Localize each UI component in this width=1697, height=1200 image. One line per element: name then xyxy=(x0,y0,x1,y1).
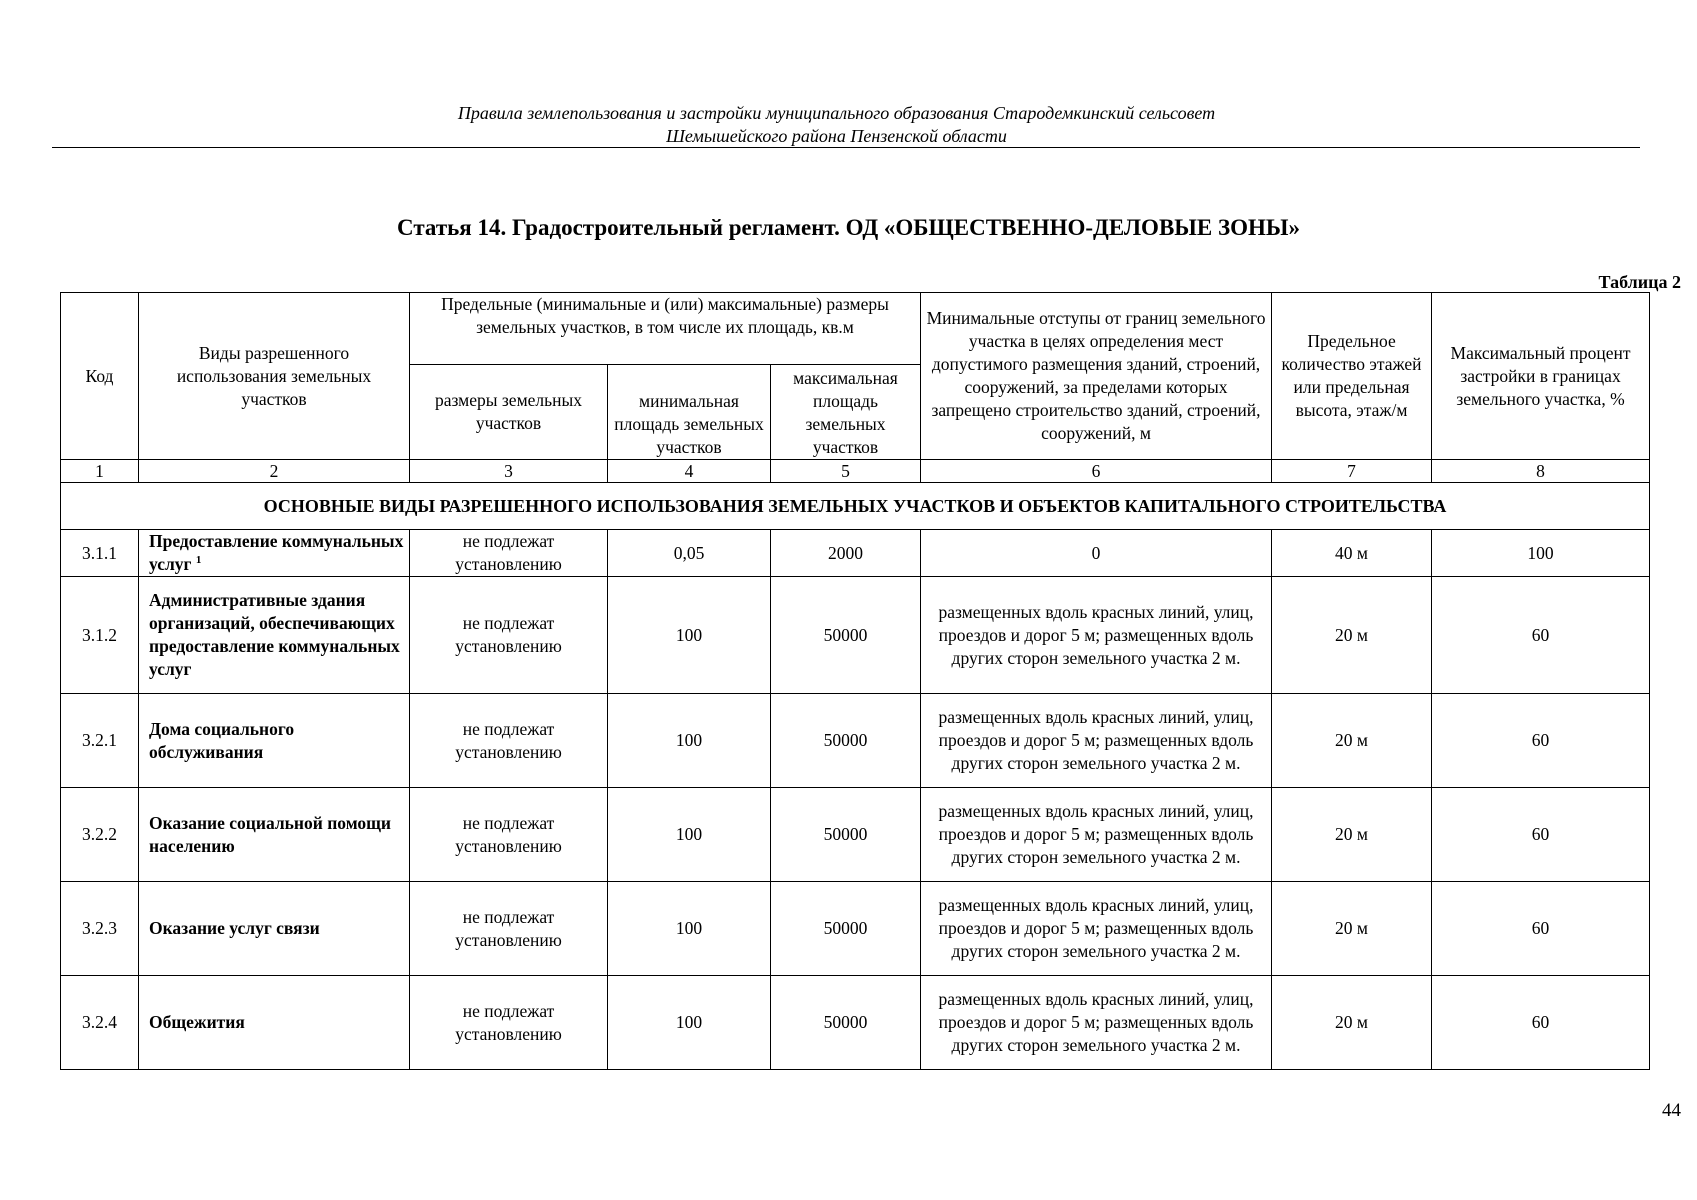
table-label: Таблица 2 xyxy=(1598,272,1681,292)
column-number: 2 xyxy=(139,460,410,483)
column-number: 5 xyxy=(771,460,921,483)
header-use-types: Виды разрешенного использования земельных участков xyxy=(139,293,410,460)
header-floors: Предельное количество этажей или предельная высота, этаж/м xyxy=(1272,293,1432,460)
row-plot-sizes: не подлежат установлению xyxy=(410,788,608,882)
row-use-name: Оказание услуг связи xyxy=(139,882,410,976)
row-use-name: Административные здания организаций, обеспечивающих предоставление коммунальных услуг xyxy=(139,577,410,694)
article-title: Статья 14. Градостроительный регламент. ОД «ОБЩЕСТВЕННО-ДЕЛОВЫЕ ЗОНЫ» xyxy=(397,215,1300,240)
row-max-area: 50000 xyxy=(771,976,921,1070)
column-number: 1 xyxy=(61,460,139,483)
header-max-area: максимальная площадь земельных участков xyxy=(771,365,921,460)
row-floors: 20 м xyxy=(1272,577,1432,694)
row-coverage: 60 xyxy=(1432,788,1650,882)
table-row xyxy=(61,577,1650,694)
column-number: 6 xyxy=(921,460,1272,483)
header-coverage: Максимальный процент застройки в границах земельного участка, % xyxy=(1432,293,1650,460)
row-max-area: 2000 xyxy=(771,530,921,577)
column-number: 3 xyxy=(410,460,608,483)
table-row xyxy=(61,694,1650,788)
row-floors: 20 м xyxy=(1272,788,1432,882)
table-row xyxy=(61,788,1650,882)
row-plot-sizes: не подлежат установлению xyxy=(410,530,608,577)
row-use-name xyxy=(139,530,410,577)
row-setback: размещенных вдоль красных линий, улиц, проездов и дорог 5 м; размещенных вдоль других сторон земельного участка 2 м. xyxy=(921,694,1272,788)
table-row xyxy=(61,882,1650,976)
row-setback: размещенных вдоль красных линий, улиц, проездов и дорог 5 м; размещенных вдоль других сторон земельного участка 2 м. xyxy=(921,577,1272,694)
header-plot-limits: Предельные (минимальные и (или) максимальные) размеры земельных участков, в том числе их площадь, кв.м xyxy=(410,293,921,365)
header-setbacks: Минимальные отступы от границ земельного участка в целях определения мест допустимого размещения зданий, строений, сооружений, за пределами которых запрещено строительство зданий, строений, сооружений, м xyxy=(921,293,1272,460)
regulation-table xyxy=(60,292,1650,1070)
row-code: 3.1.1 xyxy=(61,530,139,577)
row-coverage: 60 xyxy=(1432,882,1650,976)
row-coverage: 60 xyxy=(1432,976,1650,1070)
row-setback: размещенных вдоль красных линий, улиц, проездов и дорог 5 м; размещенных вдоль других сторон земельного участка 2 м. xyxy=(921,788,1272,882)
row-floors: 20 м xyxy=(1272,694,1432,788)
running-header-line2: Шемышейского района Пензенской области xyxy=(666,126,1007,146)
row-min-area: 100 xyxy=(608,694,771,788)
row-setback: размещенных вдоль красных линий, улиц, проездов и дорог 5 м; размещенных вдоль других сторон земельного участка 2 м. xyxy=(921,882,1272,976)
row-coverage: 60 xyxy=(1432,694,1650,788)
column-number: 7 xyxy=(1272,460,1432,483)
header-min-area: минимальная площадь земельных участков xyxy=(608,365,771,460)
row-coverage: 100 xyxy=(1432,530,1650,577)
table-row xyxy=(61,530,1650,577)
row-code: 3.2.2 xyxy=(61,788,139,882)
footnote-marker: 1 xyxy=(195,554,202,567)
table-row xyxy=(61,976,1650,1070)
column-number: 8 xyxy=(1432,460,1650,483)
row-max-area: 50000 xyxy=(771,788,921,882)
row-max-area: 50000 xyxy=(771,882,921,976)
row-plot-sizes: не подлежат установлению xyxy=(410,694,608,788)
page-number: 44 xyxy=(1662,1100,1681,1121)
row-code: 3.1.2 xyxy=(61,577,139,694)
column-number-row xyxy=(61,460,1650,483)
running-header-line1: Правила землепользования и застройки муниципального образования Стародемкинский сельсовет xyxy=(457,103,1216,123)
row-min-area: 0,05 xyxy=(608,530,771,577)
row-min-area: 100 xyxy=(608,788,771,882)
row-plot-sizes: не подлежат установлению xyxy=(410,976,608,1070)
row-setback: 0 xyxy=(921,530,1272,577)
row-floors: 20 м xyxy=(1272,976,1432,1070)
row-min-area: 100 xyxy=(608,976,771,1070)
row-max-area: 50000 xyxy=(771,577,921,694)
row-coverage: 60 xyxy=(1432,577,1650,694)
row-min-area: 100 xyxy=(608,882,771,976)
row-max-area: 50000 xyxy=(771,694,921,788)
row-floors: 20 м xyxy=(1272,882,1432,976)
row-min-area: 100 xyxy=(608,577,771,694)
row-use-name: Общежития xyxy=(139,976,410,1070)
header-code: Код xyxy=(61,293,139,460)
row-use-name-text: Предоставление коммунальных услуг xyxy=(149,531,404,574)
row-code: 3.2.4 xyxy=(61,976,139,1070)
row-use-name: Оказание социальной помощи населению xyxy=(139,788,410,882)
header-plot-sizes: размеры земельных участков xyxy=(410,365,608,460)
header-divider xyxy=(52,147,1640,148)
row-code: 3.2.3 xyxy=(61,882,139,976)
row-use-name: Дома социального обслуживания xyxy=(139,694,410,788)
row-floors: 40 м xyxy=(1272,530,1432,577)
column-number: 4 xyxy=(608,460,771,483)
row-plot-sizes: не подлежат установлению xyxy=(410,577,608,694)
row-setback: размещенных вдоль красных линий, улиц, проездов и дорог 5 м; размещенных вдоль других сторон земельного участка 2 м. xyxy=(921,976,1272,1070)
row-plot-sizes: не подлежат установлению xyxy=(410,882,608,976)
section-title: ОСНОВНЫЕ ВИДЫ РАЗРЕШЕННОГО ИСПОЛЬЗОВАНИЯ ЗЕМЕЛЬНЫХ УЧАСТКОВ И ОБЪЕКТОВ КАПИТАЛЬНОГО СТРОИТЕЛЬСТВА xyxy=(61,483,1650,530)
row-code: 3.2.1 xyxy=(61,694,139,788)
